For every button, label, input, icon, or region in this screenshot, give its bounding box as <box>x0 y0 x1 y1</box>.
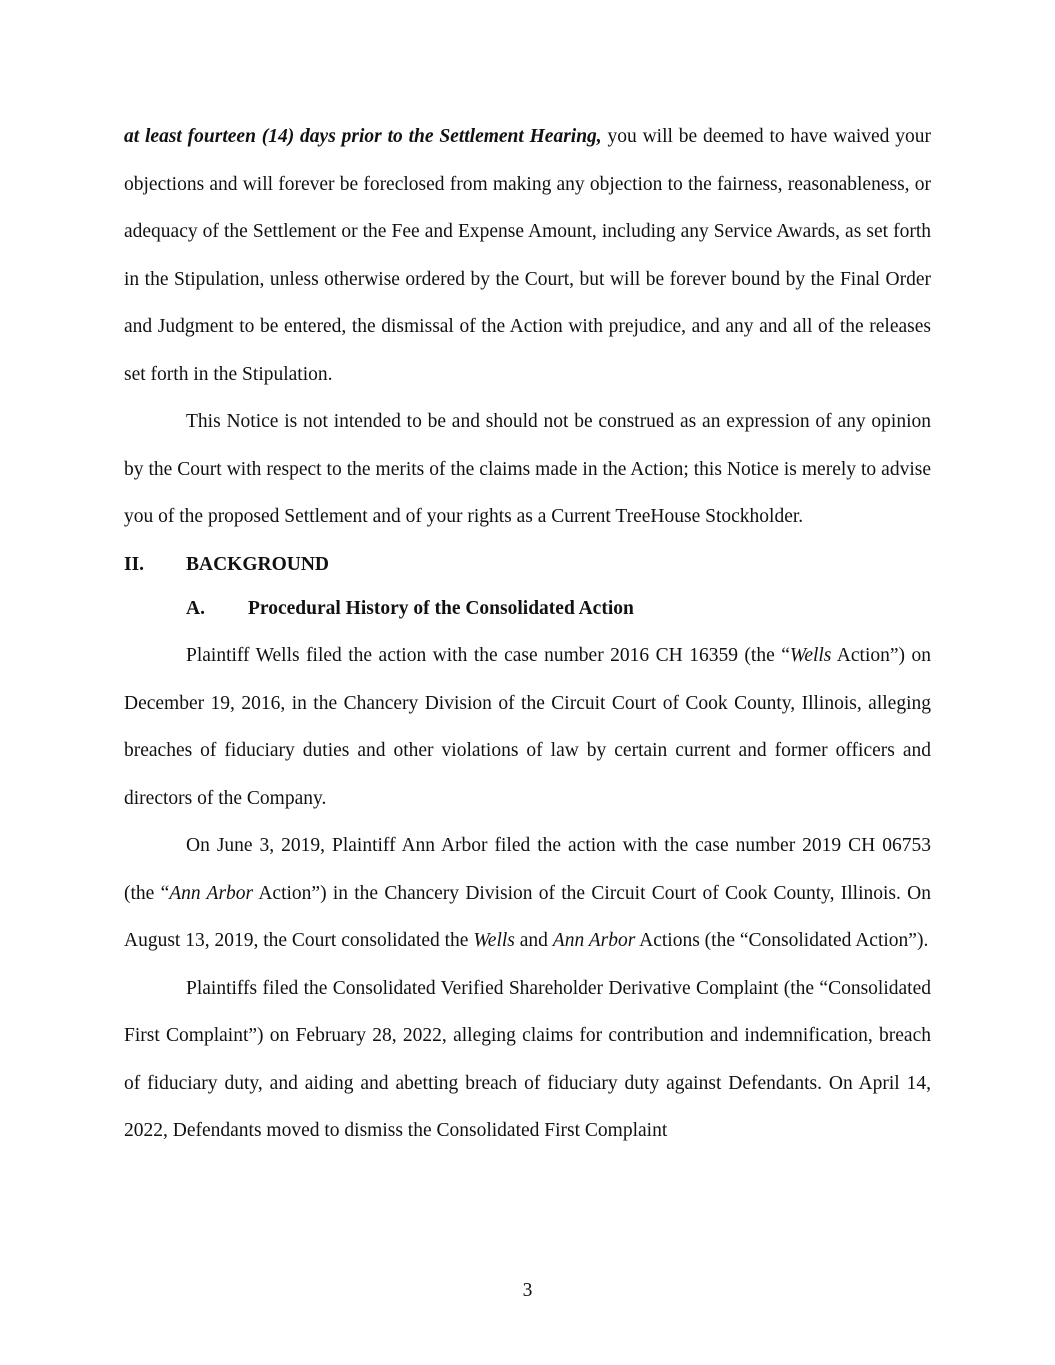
case-name-wells: Wells <box>789 645 832 666</box>
page-number: 3 <box>522 1280 533 1301</box>
section-title: BACKGROUND <box>186 553 330 575</box>
paragraph-ann-arbor-action: On June 3, 2019, Plaintiff Ann Arbor filed the action with the case number 2019 CH 06753 (the “Ann Arbor Action”) in the Chancery Division of the Circuit Court of Cook County, Illinois. On August 13, 2019, the Court consolidated the Wells and Ann Arbor Actions (the “Consolidated Action”). <box>124 835 931 951</box>
paragraph-consolidated-complaint: Plaintiffs filed the Consolidated Verified Shareholder Derivative Complaint (the “Consolidated First Complaint”) on February 28, 2022, alleging claims for contribution and indemnification, breach of fiduciary duty, and aiding and abetting breach of fiduciary duty against Defendants. On April 14, 2022, Defendants moved to dismiss the Consolidated First Complaint <box>124 977 931 1141</box>
case-name-wells: Wells <box>473 930 515 951</box>
subsection-number: A. <box>186 598 205 619</box>
body-text <box>124 113 931 1155</box>
deadline-emphasis: at least fourteen (14) days prior to the Settlement Hearing, <box>124 126 602 147</box>
paragraph-notice-disclaimer: This Notice is not intended to be and should not be construed as an expression of any opinion by the Court with respect to the merits of the claims made in the Action; this Notice is merely to advise you of the proposed Settlement and of your rights as a Current TreeHouse Stockholder. <box>124 411 931 527</box>
waiver-text: you will be deemed to have waived your objections and will forever be foreclosed from making any objection to the fairness, reasonableness, or adequacy of the Settlement or the Fee and Expense Amount, including any Service Awards, as set forth in the Stipulation, unless otherwise ordered by the Court, but will be forever bound by the Final Order and Judgment to be entered, the dismissal of the Action with prejudice, and any and all of the releases set forth in the Stipulation. <box>124 126 931 385</box>
section-heading-background <box>124 541 931 589</box>
case-name-ann-arbor: Ann Arbor <box>169 882 254 904</box>
case-name-ann-arbor: Ann Arbor <box>552 930 636 951</box>
subsection-title: Procedural History of the Consolidated Action <box>248 598 634 619</box>
paragraph-wells-action: Plaintiff Wells filed the action with the case number 2016 CH 16359 (the “Wells Action”) on December 19, 2016, in the Chancery Division of the Circuit Court of Cook County, Illinois, alleging breaches of fiduciary duties and other violations of law by certain current and former officers and directors of the Company. <box>124 645 931 809</box>
section-number: II. <box>124 553 145 575</box>
subsection-heading-procedural-history <box>124 588 931 630</box>
paragraph-waiver <box>124 113 931 398</box>
